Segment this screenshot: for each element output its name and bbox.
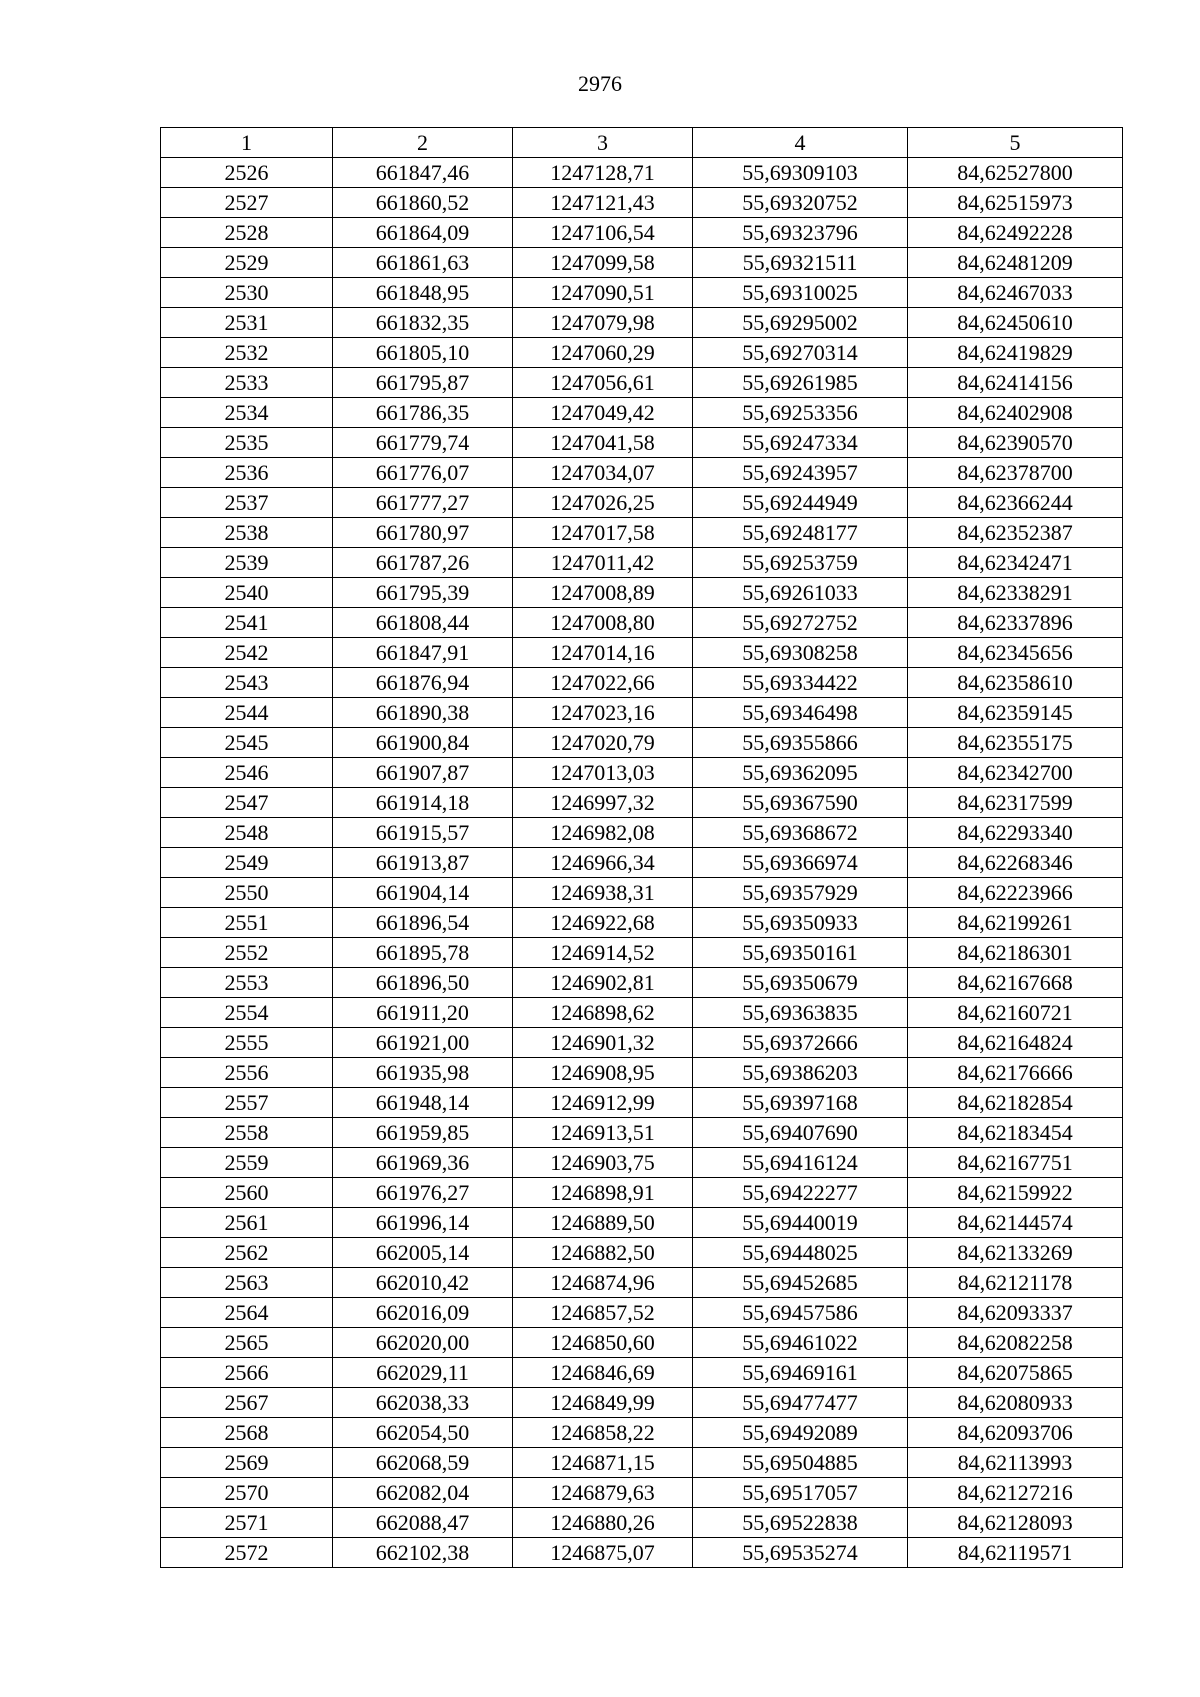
table-cell: 1247121,43 — [513, 188, 693, 218]
table-cell: 1246898,62 — [513, 998, 693, 1028]
table-cell: 55,69366974 — [693, 848, 908, 878]
table-cell: 55,69247334 — [693, 428, 908, 458]
table-cell: 1246846,69 — [513, 1358, 693, 1388]
table-cell: 661779,74 — [333, 428, 513, 458]
table-cell: 661976,27 — [333, 1178, 513, 1208]
table-cell: 661805,10 — [333, 338, 513, 368]
table-cell: 661876,94 — [333, 668, 513, 698]
table-row — [161, 1208, 1123, 1238]
table-cell: 55,69522838 — [693, 1508, 908, 1538]
table-row — [161, 1388, 1123, 1418]
table-cell: 55,69350933 — [693, 908, 908, 938]
table-cell: 661911,20 — [333, 998, 513, 1028]
table-row — [161, 368, 1123, 398]
table-cell: 661969,36 — [333, 1148, 513, 1178]
table-cell: 84,62317599 — [908, 788, 1123, 818]
table-cell: 2558 — [161, 1118, 333, 1148]
table-cell: 84,62199261 — [908, 908, 1123, 938]
table-cell: 1246889,50 — [513, 1208, 693, 1238]
table-cell: 55,69272752 — [693, 608, 908, 638]
table-cell: 84,62093706 — [908, 1418, 1123, 1448]
table-cell: 84,62121178 — [908, 1268, 1123, 1298]
table-cell: 2566 — [161, 1358, 333, 1388]
table-row — [161, 788, 1123, 818]
table-cell: 661996,14 — [333, 1208, 513, 1238]
table-cell: 662088,47 — [333, 1508, 513, 1538]
table-cell: 1246898,91 — [513, 1178, 693, 1208]
table-cell: 662005,14 — [333, 1238, 513, 1268]
table-row — [161, 1118, 1123, 1148]
table-cell: 1246914,52 — [513, 938, 693, 968]
table-row — [161, 1418, 1123, 1448]
table-cell: 662038,33 — [333, 1388, 513, 1418]
table-cell: 84,62167668 — [908, 968, 1123, 998]
table-cell: 84,62467033 — [908, 278, 1123, 308]
table-row — [161, 218, 1123, 248]
table-row — [161, 518, 1123, 548]
table-cell: 2553 — [161, 968, 333, 998]
table-row — [161, 878, 1123, 908]
table-cell: 84,62160721 — [908, 998, 1123, 1028]
table-cell: 55,69261985 — [693, 368, 908, 398]
table-row — [161, 1028, 1123, 1058]
table-cell: 1246922,68 — [513, 908, 693, 938]
table-cell: 662010,42 — [333, 1268, 513, 1298]
table-cell: 1246966,34 — [513, 848, 693, 878]
table-cell: 55,69253356 — [693, 398, 908, 428]
table-row — [161, 248, 1123, 278]
table-cell: 661935,98 — [333, 1058, 513, 1088]
table-cell: 2545 — [161, 728, 333, 758]
table-cell: 661832,35 — [333, 308, 513, 338]
table-cell: 1247079,98 — [513, 308, 693, 338]
table-cell: 84,62128093 — [908, 1508, 1123, 1538]
table-cell: 84,62080933 — [908, 1388, 1123, 1418]
table-cell: 1246874,96 — [513, 1268, 693, 1298]
table-cell: 662020,00 — [333, 1328, 513, 1358]
table-cell: 84,62127216 — [908, 1478, 1123, 1508]
table-cell: 1246902,81 — [513, 968, 693, 998]
table-row — [161, 908, 1123, 938]
table-cell: 661860,52 — [333, 188, 513, 218]
table-row — [161, 998, 1123, 1028]
table-cell: 661890,38 — [333, 698, 513, 728]
table-row — [161, 1448, 1123, 1478]
table-cell: 2527 — [161, 188, 333, 218]
table-cell: 2564 — [161, 1298, 333, 1328]
table-cell: 2537 — [161, 488, 333, 518]
table-cell: 84,62527800 — [908, 158, 1123, 188]
table-cell: 55,69350679 — [693, 968, 908, 998]
table-cell: 1246880,26 — [513, 1508, 693, 1538]
table-cell: 55,69416124 — [693, 1148, 908, 1178]
table-cell: 1247049,42 — [513, 398, 693, 428]
column-header: 4 — [693, 128, 908, 158]
table-cell: 55,69321511 — [693, 248, 908, 278]
table-cell: 55,69346498 — [693, 698, 908, 728]
table-cell: 55,69350161 — [693, 938, 908, 968]
table-cell: 55,69310025 — [693, 278, 908, 308]
table-cell: 661795,39 — [333, 578, 513, 608]
table-row — [161, 728, 1123, 758]
table-cell: 2561 — [161, 1208, 333, 1238]
table-cell: 2528 — [161, 218, 333, 248]
table-cell: 84,62182854 — [908, 1088, 1123, 1118]
table-cell: 2534 — [161, 398, 333, 428]
table-cell: 1247008,89 — [513, 578, 693, 608]
table-cell: 2565 — [161, 1328, 333, 1358]
table-row — [161, 1508, 1123, 1538]
table-cell: 1247013,03 — [513, 758, 693, 788]
table-cell: 662054,50 — [333, 1418, 513, 1448]
table-row — [161, 1238, 1123, 1268]
table-cell: 2539 — [161, 548, 333, 578]
table-cell: 55,69308258 — [693, 638, 908, 668]
table-cell: 2531 — [161, 308, 333, 338]
table-cell: 2550 — [161, 878, 333, 908]
table-cell: 2552 — [161, 938, 333, 968]
table-cell: 84,62342700 — [908, 758, 1123, 788]
table-body — [161, 158, 1123, 1568]
table-cell: 55,69461022 — [693, 1328, 908, 1358]
table-cell: 661895,78 — [333, 938, 513, 968]
table-cell: 55,69295002 — [693, 308, 908, 338]
table-row — [161, 848, 1123, 878]
table-cell: 2542 — [161, 638, 333, 668]
table-cell: 84,62359145 — [908, 698, 1123, 728]
table-cell: 1246938,31 — [513, 878, 693, 908]
table-cell: 1247090,51 — [513, 278, 693, 308]
table-cell: 661959,85 — [333, 1118, 513, 1148]
table-row — [161, 1148, 1123, 1178]
table-row — [161, 398, 1123, 428]
table-cell: 661914,18 — [333, 788, 513, 818]
table-cell: 55,69372666 — [693, 1028, 908, 1058]
table-cell: 1246850,60 — [513, 1328, 693, 1358]
table-row — [161, 638, 1123, 668]
table-cell: 661948,14 — [333, 1088, 513, 1118]
table-cell: 2541 — [161, 608, 333, 638]
table-cell: 84,62358610 — [908, 668, 1123, 698]
table-cell: 84,62093337 — [908, 1298, 1123, 1328]
table-cell: 2540 — [161, 578, 333, 608]
table-cell: 55,69469161 — [693, 1358, 908, 1388]
table-cell: 84,62419829 — [908, 338, 1123, 368]
table-cell: 2530 — [161, 278, 333, 308]
table-cell: 1246849,99 — [513, 1388, 693, 1418]
table-cell: 84,62183454 — [908, 1118, 1123, 1148]
table-cell: 2529 — [161, 248, 333, 278]
table-cell: 55,69243957 — [693, 458, 908, 488]
table-cell: 84,62492228 — [908, 218, 1123, 248]
table-cell: 84,62366244 — [908, 488, 1123, 518]
table-cell: 55,69397168 — [693, 1088, 908, 1118]
table-cell: 2556 — [161, 1058, 333, 1088]
column-header: 2 — [333, 128, 513, 158]
table-cell: 661808,44 — [333, 608, 513, 638]
table-row — [161, 1298, 1123, 1328]
table-cell: 55,69363835 — [693, 998, 908, 1028]
table-cell: 661786,35 — [333, 398, 513, 428]
table-cell: 1247011,42 — [513, 548, 693, 578]
table-row — [161, 938, 1123, 968]
table-cell: 55,69309103 — [693, 158, 908, 188]
table-cell: 1247008,80 — [513, 608, 693, 638]
table-row — [161, 1538, 1123, 1568]
table-cell: 1247020,79 — [513, 728, 693, 758]
table-cell: 661847,91 — [333, 638, 513, 668]
table-cell: 661913,87 — [333, 848, 513, 878]
table-row — [161, 1328, 1123, 1358]
table-cell: 2560 — [161, 1178, 333, 1208]
table-row — [161, 758, 1123, 788]
table-cell: 55,69261033 — [693, 578, 908, 608]
table-row — [161, 1178, 1123, 1208]
table-cell: 84,62268346 — [908, 848, 1123, 878]
table-row — [161, 698, 1123, 728]
table-cell: 661907,87 — [333, 758, 513, 788]
table-cell: 661921,00 — [333, 1028, 513, 1058]
table-cell: 661847,46 — [333, 158, 513, 188]
table-row — [161, 1088, 1123, 1118]
header-row — [161, 128, 1123, 158]
table-cell: 55,69452685 — [693, 1268, 908, 1298]
table-cell: 2526 — [161, 158, 333, 188]
table-cell: 661787,26 — [333, 548, 513, 578]
table-cell: 2557 — [161, 1088, 333, 1118]
table-cell: 1247022,66 — [513, 668, 693, 698]
table-cell: 1246912,99 — [513, 1088, 693, 1118]
table-row — [161, 338, 1123, 368]
table-cell: 55,69244949 — [693, 488, 908, 518]
table-cell: 1246857,52 — [513, 1298, 693, 1328]
table-cell: 55,69407690 — [693, 1118, 908, 1148]
table-cell: 84,62355175 — [908, 728, 1123, 758]
table-cell: 2567 — [161, 1388, 333, 1418]
table-row — [161, 488, 1123, 518]
table-cell: 661864,09 — [333, 218, 513, 248]
table-cell: 2551 — [161, 908, 333, 938]
table-cell: 2535 — [161, 428, 333, 458]
table-cell: 661896,54 — [333, 908, 513, 938]
table-cell: 55,69457586 — [693, 1298, 908, 1328]
table-cell: 2544 — [161, 698, 333, 728]
column-header: 3 — [513, 128, 693, 158]
coordinates-table — [160, 127, 1123, 1568]
table-cell: 2572 — [161, 1538, 333, 1568]
table-cell: 84,62119571 — [908, 1538, 1123, 1568]
table-cell: 661780,97 — [333, 518, 513, 548]
table-cell: 662102,38 — [333, 1538, 513, 1568]
table-cell: 84,62352387 — [908, 518, 1123, 548]
table-cell: 1246875,07 — [513, 1538, 693, 1568]
table-cell: 55,69320752 — [693, 188, 908, 218]
table-cell: 84,62337896 — [908, 608, 1123, 638]
table-row — [161, 1058, 1123, 1088]
table-cell: 2546 — [161, 758, 333, 788]
table-row — [161, 818, 1123, 848]
table-cell: 84,62515973 — [908, 188, 1123, 218]
table-cell: 2554 — [161, 998, 333, 1028]
table-row — [161, 158, 1123, 188]
table-cell: 84,62390570 — [908, 428, 1123, 458]
table-cell: 2569 — [161, 1448, 333, 1478]
table-row — [161, 458, 1123, 488]
table-cell: 55,69367590 — [693, 788, 908, 818]
table-row — [161, 608, 1123, 638]
table-cell: 84,62378700 — [908, 458, 1123, 488]
table-cell: 84,62450610 — [908, 308, 1123, 338]
table-cell: 1246871,15 — [513, 1448, 693, 1478]
table-cell: 84,62082258 — [908, 1328, 1123, 1358]
table-cell: 1246858,22 — [513, 1418, 693, 1448]
table-cell: 661776,07 — [333, 458, 513, 488]
table-cell: 84,62342471 — [908, 548, 1123, 578]
table-cell: 1247128,71 — [513, 158, 693, 188]
table-cell: 55,69535274 — [693, 1538, 908, 1568]
table-cell: 84,62159922 — [908, 1178, 1123, 1208]
table-cell: 2549 — [161, 848, 333, 878]
table-cell: 84,62164824 — [908, 1028, 1123, 1058]
table-cell: 55,69422277 — [693, 1178, 908, 1208]
table-cell: 2571 — [161, 1508, 333, 1538]
table-cell: 55,69386203 — [693, 1058, 908, 1088]
table-cell: 661900,84 — [333, 728, 513, 758]
table-cell: 84,62414156 — [908, 368, 1123, 398]
table-cell: 55,69362095 — [693, 758, 908, 788]
table-cell: 55,69253759 — [693, 548, 908, 578]
table-cell: 84,62481209 — [908, 248, 1123, 278]
table-cell: 661777,27 — [333, 488, 513, 518]
table-cell: 1247014,16 — [513, 638, 693, 668]
table-row — [161, 548, 1123, 578]
table-cell: 55,69368672 — [693, 818, 908, 848]
table-cell: 84,62144574 — [908, 1208, 1123, 1238]
table-cell: 2547 — [161, 788, 333, 818]
table-cell: 661896,50 — [333, 968, 513, 998]
table-cell: 84,62223966 — [908, 878, 1123, 908]
table-cell: 661795,87 — [333, 368, 513, 398]
table-row — [161, 968, 1123, 998]
table-cell: 2570 — [161, 1478, 333, 1508]
table-cell: 662068,59 — [333, 1448, 513, 1478]
table-row — [161, 308, 1123, 338]
table-cell: 84,62402908 — [908, 398, 1123, 428]
table-cell: 2568 — [161, 1418, 333, 1448]
table-cell: 2543 — [161, 668, 333, 698]
table-cell: 1247017,58 — [513, 518, 693, 548]
table-cell: 84,62293340 — [908, 818, 1123, 848]
table-cell: 2555 — [161, 1028, 333, 1058]
table-cell: 84,62167751 — [908, 1148, 1123, 1178]
table-cell: 55,69270314 — [693, 338, 908, 368]
table-cell: 661848,95 — [333, 278, 513, 308]
table-cell: 2533 — [161, 368, 333, 398]
table-cell: 1246908,95 — [513, 1058, 693, 1088]
table-cell: 1247023,16 — [513, 698, 693, 728]
table-cell: 661915,57 — [333, 818, 513, 848]
table-cell: 661861,63 — [333, 248, 513, 278]
table-header — [161, 128, 1123, 158]
table-cell: 55,69355866 — [693, 728, 908, 758]
table-cell: 1246882,50 — [513, 1238, 693, 1268]
table-cell: 2536 — [161, 458, 333, 488]
table-cell: 84,62075865 — [908, 1358, 1123, 1388]
table-row — [161, 188, 1123, 218]
table-row — [161, 1478, 1123, 1508]
table-cell: 1246901,32 — [513, 1028, 693, 1058]
table-cell: 84,62113993 — [908, 1448, 1123, 1478]
table-cell: 1247060,29 — [513, 338, 693, 368]
table-cell: 84,62133269 — [908, 1238, 1123, 1268]
table-cell: 2538 — [161, 518, 333, 548]
table-cell: 1246879,63 — [513, 1478, 693, 1508]
table-cell: 55,69248177 — [693, 518, 908, 548]
table-cell: 1246982,08 — [513, 818, 693, 848]
table-cell: 1246913,51 — [513, 1118, 693, 1148]
table-cell: 55,69504885 — [693, 1448, 908, 1478]
table-cell: 55,69357929 — [693, 878, 908, 908]
table-cell: 1247041,58 — [513, 428, 693, 458]
table-cell: 1246997,32 — [513, 788, 693, 818]
column-header: 5 — [908, 128, 1123, 158]
table-cell: 55,69477477 — [693, 1388, 908, 1418]
table-row — [161, 278, 1123, 308]
table-cell: 84,62338291 — [908, 578, 1123, 608]
table-cell: 661904,14 — [333, 878, 513, 908]
table-row — [161, 578, 1123, 608]
table-row — [161, 428, 1123, 458]
table-cell: 55,69334422 — [693, 668, 908, 698]
table-cell: 2532 — [161, 338, 333, 368]
table-cell: 84,62176666 — [908, 1058, 1123, 1088]
table-cell: 2563 — [161, 1268, 333, 1298]
table-cell: 662016,09 — [333, 1298, 513, 1328]
page-number: 2976 — [578, 71, 622, 96]
table-cell: 55,69448025 — [693, 1238, 908, 1268]
table-cell: 55,69323796 — [693, 218, 908, 248]
table-cell: 84,62186301 — [908, 938, 1123, 968]
table-cell: 1247099,58 — [513, 248, 693, 278]
column-header: 1 — [161, 128, 333, 158]
table-row — [161, 1358, 1123, 1388]
table-cell: 1247106,54 — [513, 218, 693, 248]
table-cell: 55,69492089 — [693, 1418, 908, 1448]
table-cell: 2548 — [161, 818, 333, 848]
table-cell: 55,69440019 — [693, 1208, 908, 1238]
table-row — [161, 668, 1123, 698]
table-cell: 662082,04 — [333, 1478, 513, 1508]
table-cell: 1246903,75 — [513, 1148, 693, 1178]
table-cell: 2559 — [161, 1148, 333, 1178]
table-cell: 2562 — [161, 1238, 333, 1268]
table-cell: 662029,11 — [333, 1358, 513, 1388]
table-cell: 1247056,61 — [513, 368, 693, 398]
table-cell: 1247034,07 — [513, 458, 693, 488]
table-cell: 84,62345656 — [908, 638, 1123, 668]
table-cell: 55,69517057 — [693, 1478, 908, 1508]
table-row — [161, 1268, 1123, 1298]
table-cell: 1247026,25 — [513, 488, 693, 518]
